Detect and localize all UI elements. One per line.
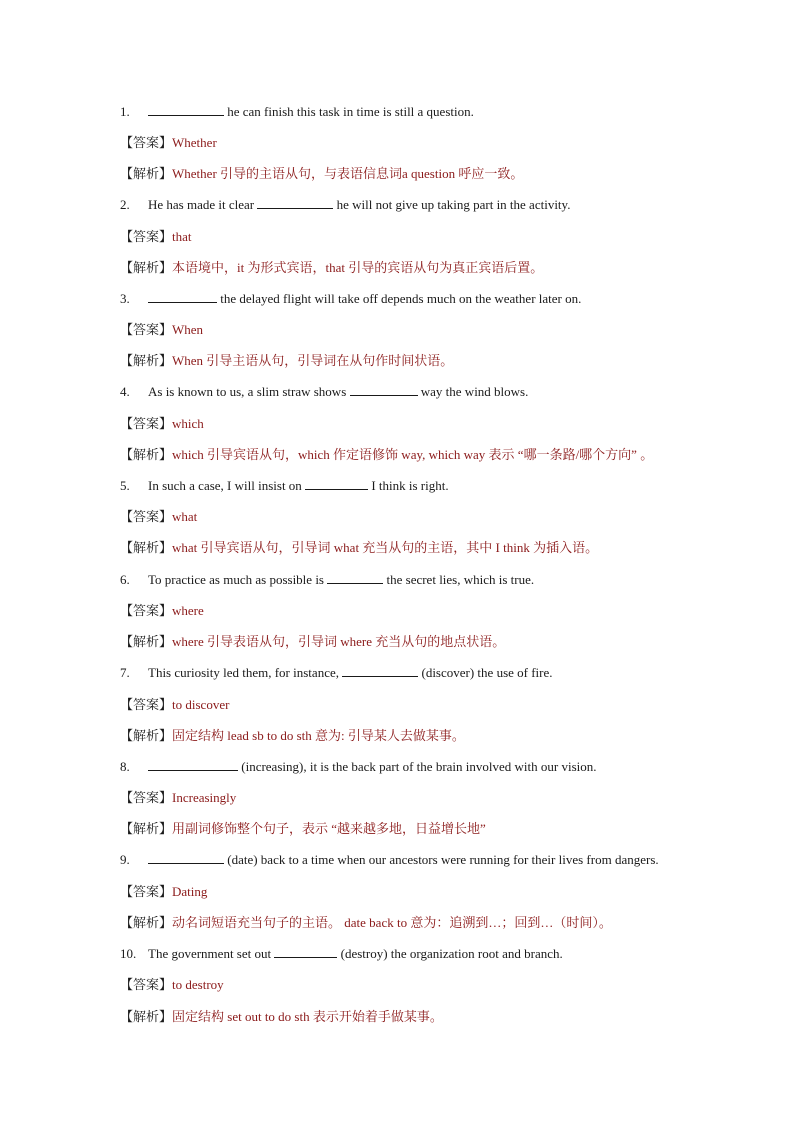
answer-text: where (172, 603, 204, 618)
question-number: 2. (120, 197, 130, 212)
answer-blank (148, 290, 217, 303)
answer-6 (120, 602, 754, 621)
question-6 (120, 571, 754, 589)
question-8 (120, 758, 754, 776)
answer-9 (120, 883, 754, 902)
answer-3 (120, 321, 754, 340)
analysis-7 (120, 727, 754, 746)
answer-7 (120, 696, 754, 715)
answer-blank (274, 945, 337, 958)
question-1 (120, 103, 754, 121)
answer-tag: 【答案】 (120, 230, 173, 245)
answer-tag: 【答案】 (120, 604, 173, 619)
question-text-before: The government set out (148, 946, 275, 961)
question-number: 8. (120, 759, 130, 774)
answer-8 (120, 789, 754, 808)
question-text-after: I think is right. (368, 478, 449, 493)
question-text-after: he will not give up taking part in the activity. (333, 197, 571, 212)
question-text-after: (increasing), it is the back part of the brain involved with our vision. (238, 759, 597, 774)
analysis-6 (120, 633, 754, 652)
question-2 (120, 196, 754, 214)
analysis-text: which 引导宾语从句，which 作定语修饰 way, which way 表示 “哪一条路/哪个方向” 。 (172, 447, 654, 462)
question-number: 3. (120, 291, 130, 306)
analysis-tag: 【解析】 (120, 635, 173, 650)
answer-text: to destroy (172, 977, 224, 992)
question-text-before: This curiosity led them, for instance, (148, 665, 343, 680)
answer-text: to discover (172, 697, 230, 712)
question-number: 7. (120, 665, 130, 680)
analysis-3 (120, 352, 754, 371)
question-10 (120, 945, 754, 963)
analysis-tag: 【解析】 (120, 261, 173, 276)
answer-tag: 【答案】 (120, 323, 173, 338)
question-3 (120, 290, 754, 308)
question-number: 1. (120, 104, 130, 119)
answer-blank (148, 758, 238, 771)
question-4 (120, 383, 754, 401)
question-number: 5. (120, 478, 130, 493)
analysis-text: 用副词修饰整个句子，表示 “越来越多地，日益增长地” (172, 821, 486, 836)
answer-blank (148, 851, 224, 864)
answer-text: Whether (172, 135, 217, 150)
analysis-text: 固定结构 set out to do sth 表示开始着手做某事。 (172, 1009, 443, 1024)
question-text-before: He has made it clear (148, 197, 258, 212)
answer-10 (120, 976, 754, 995)
analysis-tag: 【解析】 (120, 1010, 173, 1025)
question-number: 9. (120, 852, 130, 867)
question-text-after: (destroy) the organization root and branch. (337, 946, 563, 961)
analysis-tag: 【解析】 (120, 354, 173, 369)
answer-1 (120, 134, 754, 153)
analysis-8 (120, 820, 754, 839)
answer-text: Dating (172, 884, 208, 899)
question-text-after: the secret lies, which is true. (383, 572, 535, 587)
analysis-tag: 【解析】 (120, 822, 173, 837)
question-number: 6. (120, 572, 130, 587)
analysis-text: what 引导宾语从句，引导词 what 充当从句的主语，其中 I think 为插入语。 (172, 540, 599, 555)
answer-blank (350, 383, 418, 396)
answer-tag: 【答案】 (120, 885, 173, 900)
analysis-tag: 【解析】 (120, 729, 173, 744)
analysis-tag: 【解析】 (120, 541, 173, 556)
answer-tag: 【答案】 (120, 791, 173, 806)
question-text-after: (discover) the use of fire. (418, 665, 553, 680)
answer-tag: 【答案】 (120, 978, 173, 993)
question-text-before: In such a case, I will insist on (148, 478, 306, 493)
analysis-tag: 【解析】 (120, 448, 173, 463)
question-5 (120, 477, 754, 495)
question-text-before: As is known to us, a slim straw shows (148, 384, 350, 399)
analysis-text: 固定结构 lead sb to do sth 意为: 引导某人去做某事。 (172, 728, 465, 743)
question-text-before: To practice as much as possible is (148, 572, 328, 587)
answer-tag: 【答案】 (120, 510, 173, 525)
answer-tag: 【答案】 (120, 698, 173, 713)
answer-4 (120, 415, 754, 434)
analysis-1 (120, 165, 754, 184)
answer-tag: 【答案】 (120, 136, 173, 151)
question-text-after: he can finish this task in time is still a question. (224, 104, 474, 119)
analysis-4 (120, 446, 754, 465)
analysis-text: 本语境中，it 为形式宾语，that 引导的宾语从句为真正宾语后置。 (172, 260, 544, 275)
question-text-after: the delayed flight will take off depends much on the weather later on. (217, 291, 582, 306)
question-7 (120, 664, 754, 682)
question-text-after: way the wind blows. (417, 384, 529, 399)
analysis-9 (120, 914, 754, 933)
answer-2 (120, 228, 754, 247)
answer-text: When (172, 322, 204, 337)
analysis-text: 动名词短语充当句子的主语。 date back to 意为：追溯到…；回到…（时间）。 (172, 915, 612, 930)
answer-text: what (172, 509, 198, 524)
answer-blank (327, 571, 383, 584)
question-number: 4. (120, 384, 130, 399)
analysis-text: When 引导主语从句，引导词在从句作时间状语。 (172, 353, 454, 368)
answer-blank (257, 196, 333, 209)
answer-text: which (172, 416, 204, 431)
analysis-10 (120, 1008, 754, 1027)
answer-text: Increasingly (172, 790, 237, 805)
answer-blank (305, 477, 368, 490)
answer-blank (342, 664, 418, 677)
answer-text: that (172, 229, 192, 244)
answer-tag: 【答案】 (120, 417, 173, 432)
analysis-5 (120, 539, 754, 558)
analysis-tag: 【解析】 (120, 167, 173, 182)
question-number: 10. (120, 946, 137, 961)
analysis-tag: 【解析】 (120, 916, 173, 931)
question-9 (120, 851, 754, 869)
analysis-text: where 引导表语从句，引导词 where 充当从句的地点状语。 (172, 634, 506, 649)
question-text-after: (date) back to a time when our ancestors were running for their lives from dangers. (224, 852, 659, 867)
answer-5 (120, 508, 754, 527)
analysis-2 (120, 259, 754, 278)
analysis-text: Whether 引导的主语从句，与表语信息词a question 呼应一致。 (172, 166, 524, 181)
answer-blank (148, 103, 224, 116)
